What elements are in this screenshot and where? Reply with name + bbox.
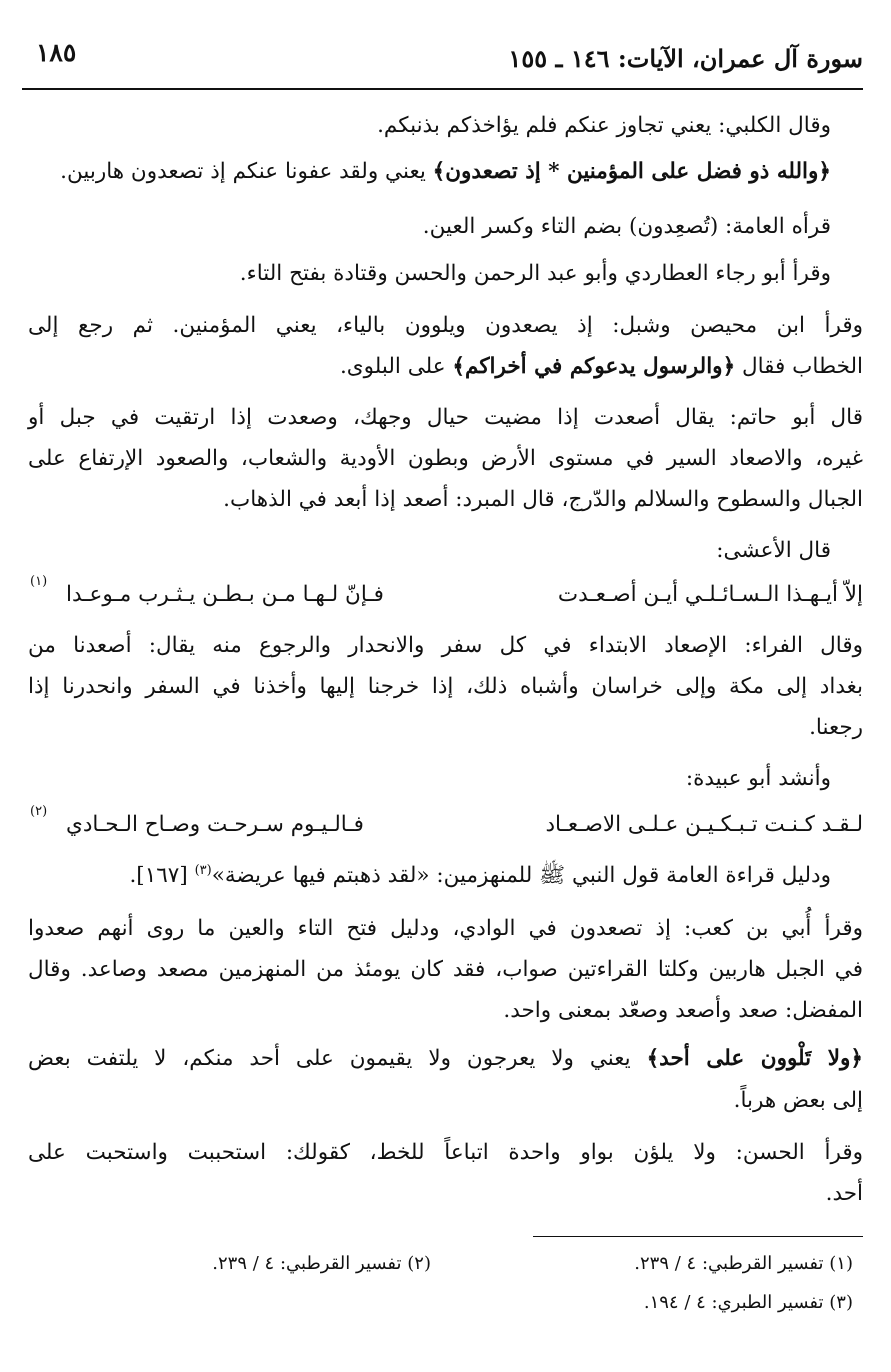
verse-hemistich-first: لـقـد كـنـت تـبـكـيـن عـلـى الاصـعـاد bbox=[545, 812, 863, 837]
text-line bbox=[28, 354, 863, 379]
verse-hemistich-first: إلاّ أيـهـذا الـسـائـلـي أيـن أصـعـدت bbox=[557, 582, 863, 607]
header-divider bbox=[22, 88, 863, 90]
text-line: وقرأ ابن محيصن وشبل: إذ يصعدون ويلوون بالياء، يعني المؤمنين. ثم رجع إلى bbox=[28, 313, 863, 338]
quran-quote: ﴿والله ذو فضل على المؤمنين * إذ تصعدون﴾ bbox=[432, 159, 831, 184]
text-line: وقال الكلبي: يعني تجاوز عنكم فلم يؤاخذكم بذنبكم. bbox=[377, 113, 831, 138]
text-line: وقرأ أبو رجاء العطاردي وأبو عبد الرحمن والحسن وقتادة بفتح التاء. bbox=[239, 261, 831, 286]
text-line: قال أبو حاتم: يقال أصعدت إذا مضيت حيال وجهك، وصعدت إذا ارتقيت في جبل أو bbox=[28, 405, 863, 430]
text-line bbox=[60, 159, 831, 184]
footnote-marker: (١) bbox=[30, 574, 48, 589]
text-span: الخطاب فقال bbox=[735, 354, 863, 379]
footnote: (٢) تفسير القرطبي: ٤ / ٢٣٩. bbox=[212, 1253, 431, 1274]
text-line: إلى بعض هرباً. bbox=[733, 1088, 863, 1113]
footnote: (١) تفسير القرطبي: ٤ / ٢٣٩. bbox=[634, 1253, 853, 1274]
text-span: ودليل قراءة العامة قول النبي ﷺ للمنهزمين: «لقد ذهبتم فيها عريضة» bbox=[211, 863, 831, 888]
text-span: على البلوى. bbox=[339, 354, 453, 379]
footnote: (٣) تفسير الطبري: ٤ / ١٩٤. bbox=[643, 1292, 853, 1313]
quran-quote: ﴿ولا تَلْوون على أحد﴾ bbox=[646, 1046, 863, 1071]
running-header-title: سورة آل عمران، الآيات: ١٤٦ ـ ١٥٥ bbox=[508, 44, 863, 73]
text-line: غيره، والاصعاد السير في مستوى الأرض وبطون الأودية والشعاب، والصعود الإرتفاع على bbox=[28, 446, 863, 471]
text-line: المفضل: صعد وأصعد وصعّد بمعنى واحد. bbox=[503, 998, 863, 1023]
text-line: الجبال والسطوح والسلالم والدّرج، قال المبرد: أصعد إذا أبعد في الذهاب. bbox=[223, 487, 863, 512]
text-line: رجعنا. bbox=[809, 715, 863, 740]
footnote-divider bbox=[533, 1236, 863, 1237]
text-line: في الجبل هاربين وكلتا القراءتين صواب، فقد كان يومئذ من المنهزمين مصعد وصاعد. وقال bbox=[28, 957, 863, 982]
text-line: قرأه العامة: (تُصعِدون) بضم التاء وكسر العين. bbox=[422, 214, 831, 239]
verse-hemistich-second: فـإنّ لـهـا مـن بـطـن يـثـرب مـوعـدا bbox=[66, 582, 384, 607]
footnote-marker: (٣) bbox=[194, 862, 212, 878]
text-line: وقرأ الحسن: ولا يلؤن بواو واحدة اتباعاً للخط، كقولك: استحببت واستحبت على bbox=[28, 1140, 863, 1165]
verse-hemistich-second: فـالـيـوم سـرحـت وصـاح الـحـادي bbox=[66, 812, 364, 837]
quran-quote: ﴿والرسول يدعوكم في أخراكم﴾ bbox=[452, 354, 736, 379]
text-span: يعني ولقد عفونا عنكم إذ تصعدون هاربين. bbox=[60, 159, 433, 184]
text-line: وقرأ أُبي بن كعب: إذ تصعدون في الوادي، ودليل فتح التاء والعين ما روى أنهم صعدوا bbox=[28, 916, 863, 941]
text-line: وأنشد أبو عبيدة: bbox=[685, 766, 831, 791]
page-number: ١٨٥ bbox=[36, 38, 77, 67]
text-span: [١٦٧]. bbox=[129, 863, 195, 888]
text-span: يعني ولا يعرجون ولا يقيمون على أحد منكم، لا يلتفت بعض bbox=[28, 1046, 647, 1071]
text-line: أحد. bbox=[825, 1181, 863, 1206]
text-line: بغداد إلى مكة وإلى خراسان وأشباه ذلك، إذا خرجنا إليها وأخذنا في السفر وانحدرنا إذا bbox=[28, 674, 863, 699]
text-line: وقال الفراء: الإصعاد الابتداء في كل سفر والانحدار والرجوع منه يقال: أصعدنا من bbox=[28, 633, 863, 658]
text-line bbox=[129, 862, 831, 893]
text-line bbox=[28, 1046, 863, 1071]
text-line: قال الأعشى: bbox=[716, 538, 831, 563]
footnote-marker: (٢) bbox=[30, 804, 48, 819]
